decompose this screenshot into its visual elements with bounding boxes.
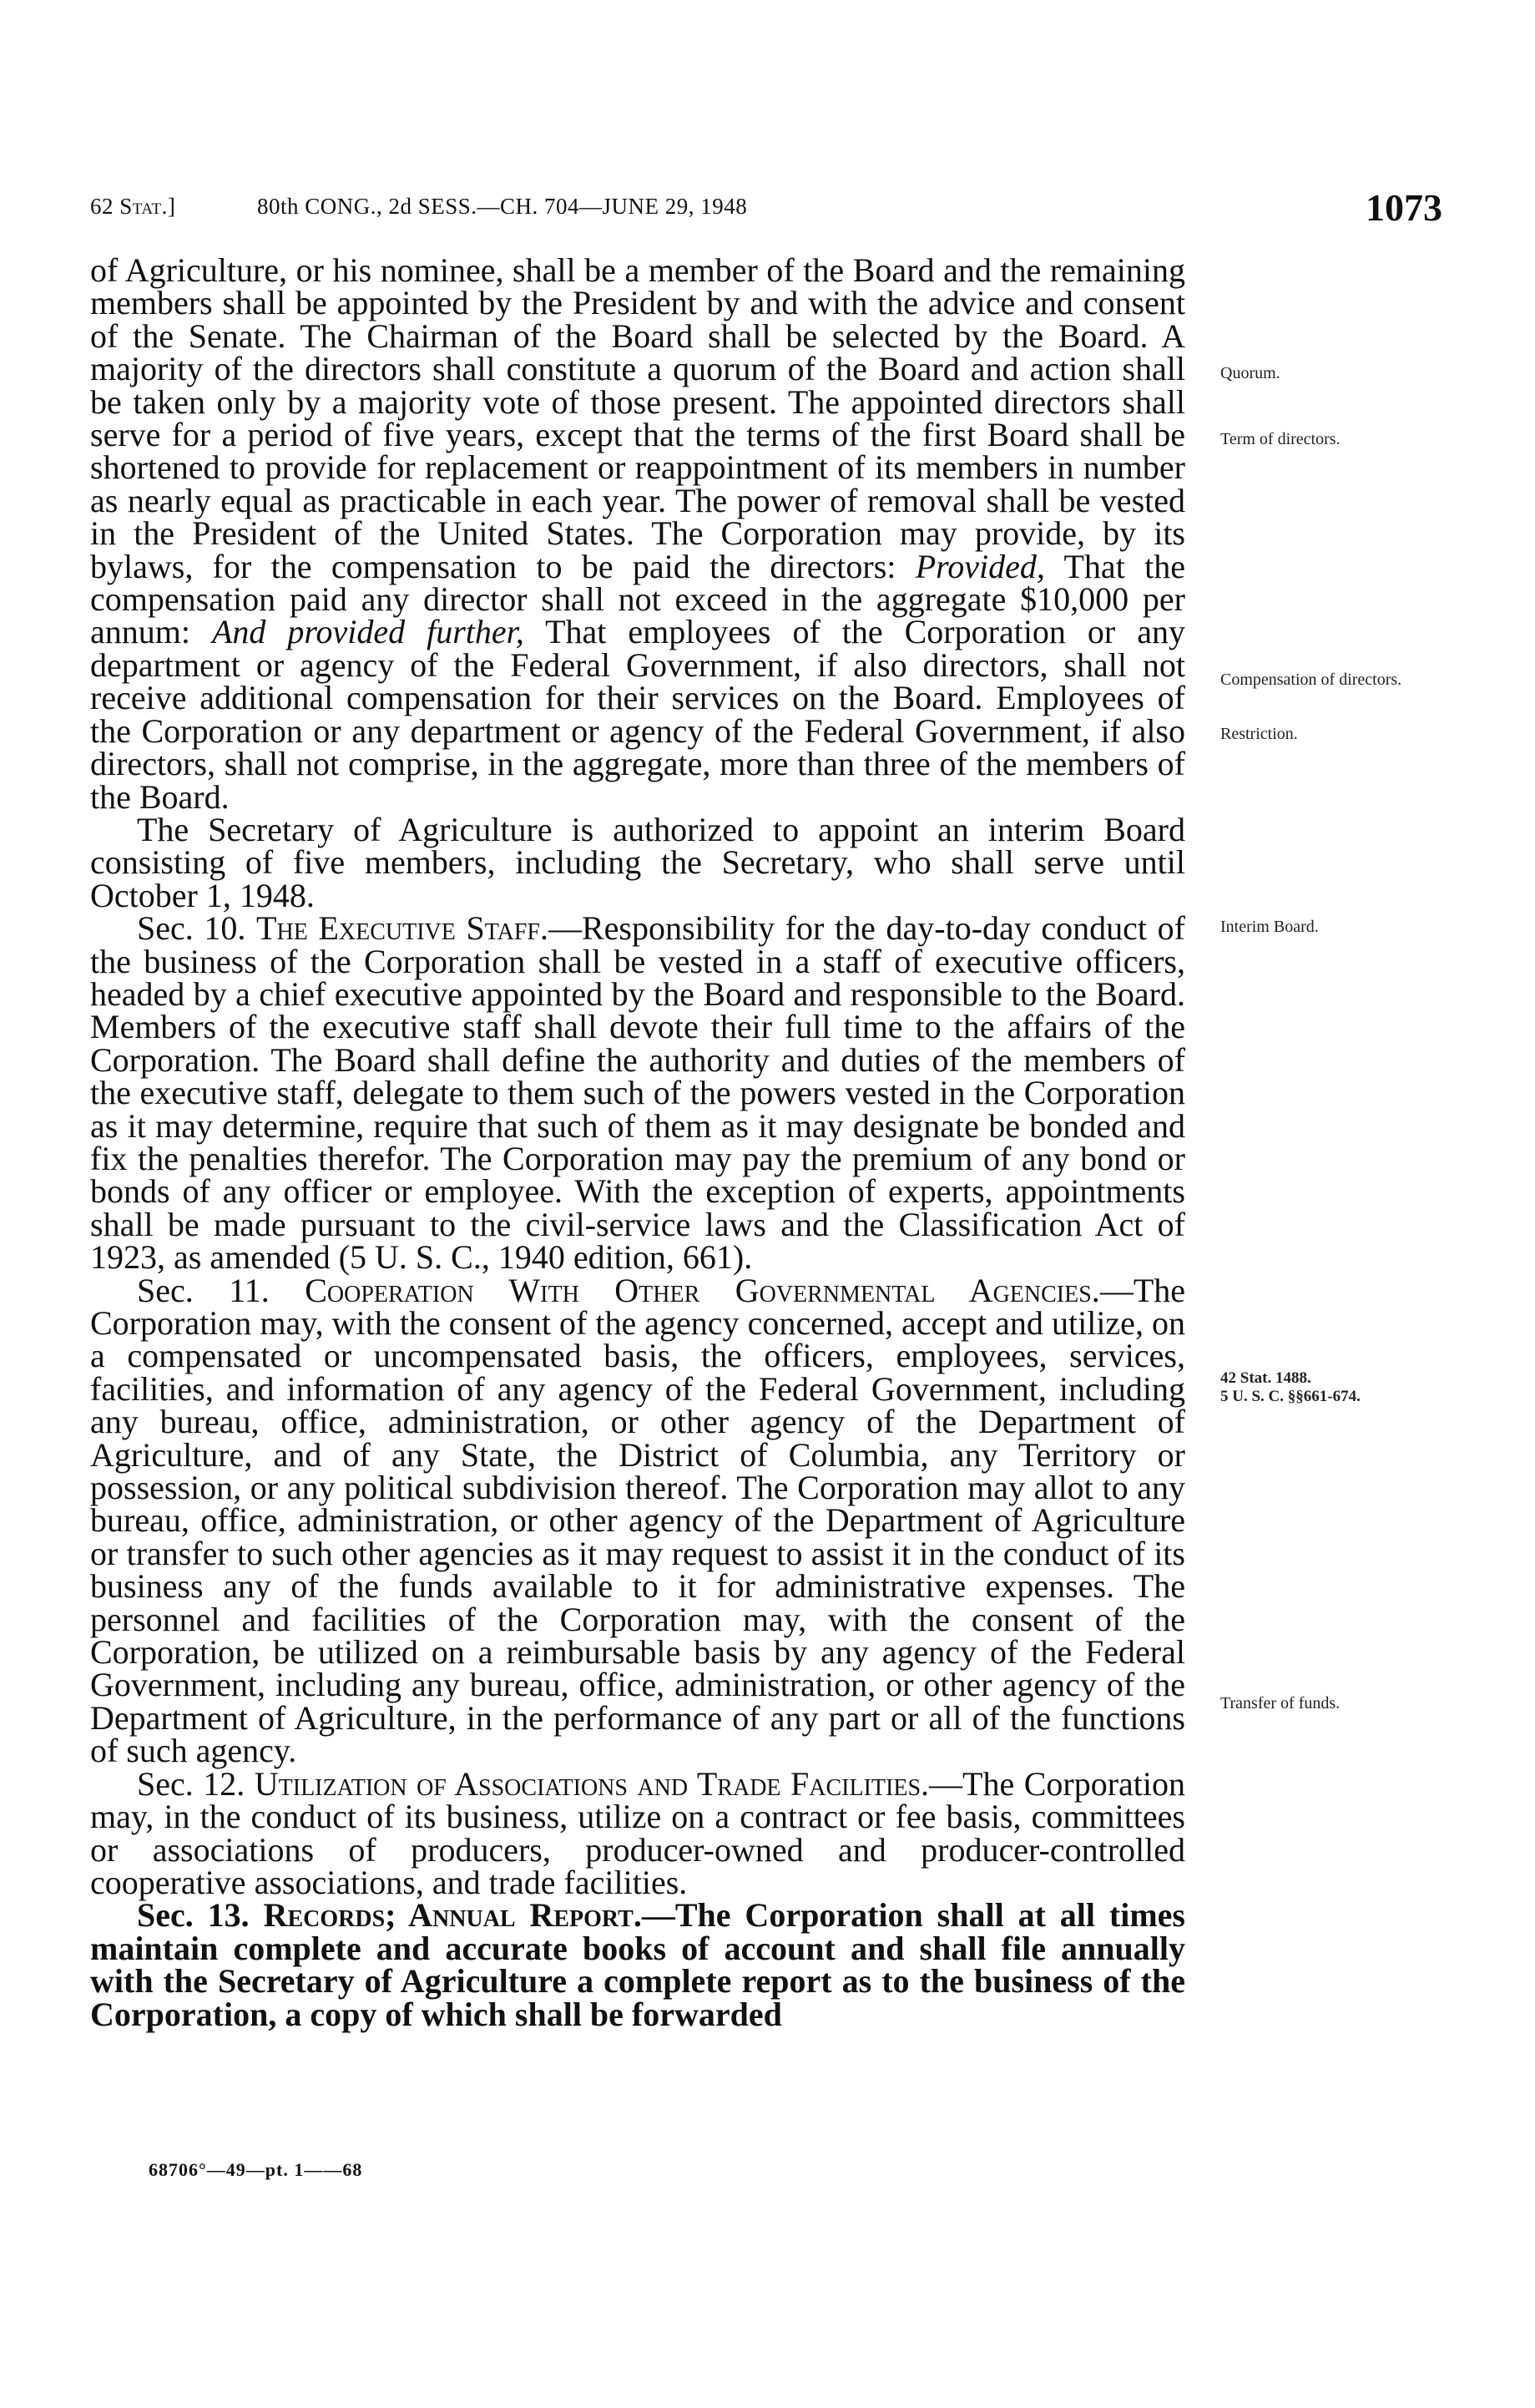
printer-signature-line: 68706°—49—pt. 1——68 [149, 2159, 363, 2180]
section-13 [90, 1896, 1185, 2033]
section-13-heading: Records; Annual Report. [263, 1896, 642, 1935]
section-12 [90, 1764, 1185, 1901]
and-provided-further-proviso: And provided further, [211, 613, 524, 651]
margin-note-interim-board: Interim Board. [1220, 918, 1319, 936]
employee-directors-text: That employees of the Corporation or any department or agency of the Federal Government, if also directors, shall not receive additional compensation for their services on the Board. Employees of the Corporation or any department or agency of the Federal Government, if also directors, shall not comprise, in the aggregate, more than three of the members of the Board. [90, 613, 1186, 816]
section-12-text: —The Corporation may, in the conduct of its business, utilize on a contract or fee basis, committees or associations of producers, producer-owned and producer-controlled cooperative associations, and trade facilities. [90, 1764, 1185, 1901]
margin-citation-statutes-at-large: 42 Stat. 1488. [1220, 1369, 1311, 1387]
section-10-text: —Responsibility for the day-to-day conduct of the business of the Corporation shall be vested in a staff of executive officers, headed by a chief executive appointed by the Board and responsible to the Board. Members of the executive staff shall devote their full time to the affairs of the Corporation. The Board shall define the authority and duties of the members of the executive staff, delegate to them such of the powers vested in the Corporation as it may determine, require that such of them as it may designate be bonded and fix the penalties therefor. The Corporation may pay the premium of any bond or bonds of any officer or employee. With the exception of experts, appointments shall be made pursuant to the civil-service laws and the Classification Act of 1923, as amended (5 U. S. C., 1940 edition, 661). [90, 909, 1186, 1277]
main-text-column [90, 251, 1186, 2033]
section-11 [90, 1271, 1185, 1770]
section-12-number: Sec. 12. [137, 1764, 245, 1803]
margin-note-transfer-of-funds: Transfer of funds. [1220, 1694, 1341, 1712]
section-10-heading: The Executive Staff. [256, 909, 548, 948]
paragraph-board-composition [90, 251, 1186, 816]
margin-note-compensation-of-directors: Compensation of directors. [1220, 670, 1402, 689]
margin-note-restriction: Restriction. [1220, 725, 1298, 743]
paragraph-interim-board: The Secretary of Agriculture is authorized to appoint an interim Board consisting of five members, including the Secretary, who shall serve until October 1, 1948. [90, 810, 1185, 914]
section-11-heading: Cooperation With Other Governmental Agencies. [305, 1271, 1100, 1309]
section-13-number: Sec. 13. [137, 1896, 250, 1935]
board-composition-text: of Agriculture, or his nominee, shall be a member of the Board and the remaining members shall be appointed by the President by and with the advice and consent of the Senate. The Chairman of the Board shall be selected by the Board. A majority of the directors shall constitute a quorum of the Board and action shall be taken only by a majority vote of those present. The appointed directors shall serve for a period of five years, except that the terms of the first Board shall be shortened to provide for replacement or reappointment of its members in number as nearly equal as practicable in each year. The power of removal shall be vested in the President of the United States. The Corporation may provide, by its bylaws, for the compensation to be paid the directors: [90, 251, 1185, 585]
section-10-number: Sec. 10. [137, 909, 246, 948]
congress-session-chapter-date: 80th CONG., 2d SESS.—CH. 704—JUNE 29, 1948 [257, 194, 748, 219]
provided-proviso: Provided, [915, 547, 1045, 585]
page-number: 1073 [1366, 186, 1442, 229]
statute-volume-reference: 62 Stat.] [90, 194, 176, 219]
margin-note-quorum: Quorum. [1220, 364, 1280, 382]
section-11-number: Sec. 11. [137, 1271, 270, 1309]
running-head [90, 185, 1442, 235]
margin-citation-usc: 5 U. S. C. §§661-674. [1220, 1388, 1361, 1405]
section-11-text: —The Corporation may, with the consent of the agency concerned, accept and utilize, on a compensated or uncompensated basis, the officers, employees, services, facilities, and information of any agency of the Federal Government, including any bureau, office, administration, or other agency of the Department of Agriculture, and of any State, the District of Columbia, any Territory or possession, or any political subdivision thereof. The Corporation may allot to any bureau, office, administration, or other agency of the Department of Agriculture or transfer to such other agencies as it may request to assist it in the conduct of its business any of the funds available to it for administrative expenses. The personnel and facilities of the Corporation may, with the consent of the Corporation, be utilized on a reimbursable basis by any agency of the Federal Government, including any bureau, office, administration, or other agency of the Department of Agriculture, in the performance of any part or all of the functions of such agency. [90, 1271, 1185, 1770]
section-13-text: —The Corporation shall at all times maintain complete and accurate books of account and shall file annually with the Secretary of Agriculture a complete report as to the business of the Corporation, a copy of which shall be forwarded [90, 1896, 1185, 2033]
section-12-heading: Utilization of Associations and Trade Facilities. [254, 1764, 930, 1803]
margin-note-term-of-directors: Term of directors. [1220, 430, 1341, 448]
compensation-limit-text: That the compensation paid any director shall not exceed in the aggregate $10,000 per annum: [90, 547, 1186, 651]
section-10 [90, 909, 1186, 1277]
